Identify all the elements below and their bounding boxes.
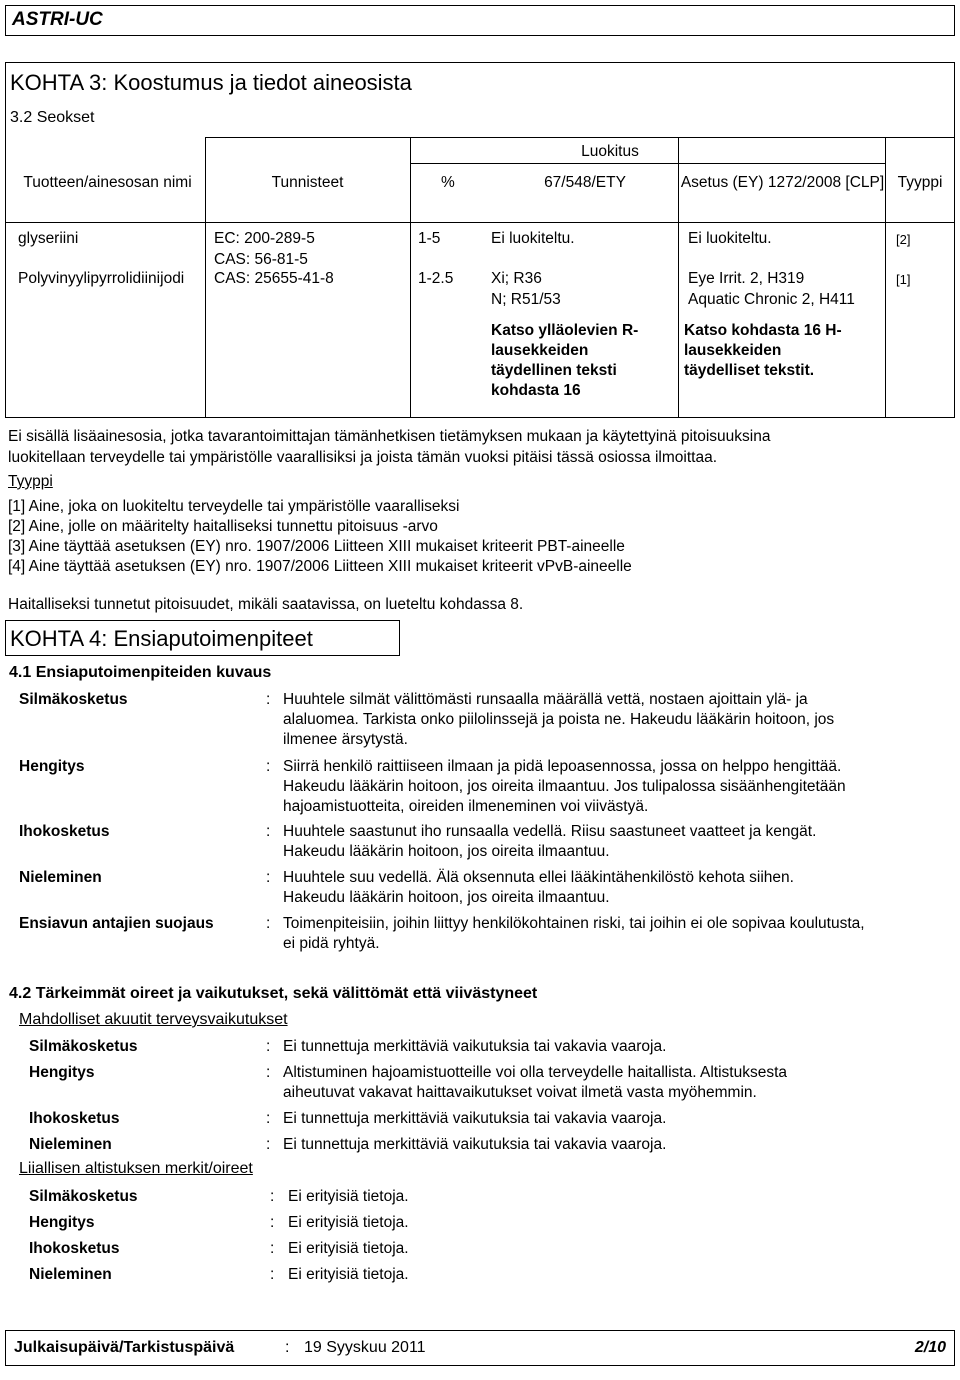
dsd-note-line: täydellinen teksti (491, 362, 617, 379)
first-aid-text: Huuhtele silmät välittömästi runsaalla määrällä vettä, nostaen ajoittain ylä- ja (283, 691, 808, 708)
acute-effect-colon: : (266, 1064, 271, 1081)
first-aid-colon: : (266, 758, 271, 775)
section3-title: KOHTA 3: Koostumus ja tiedot aineosista (10, 70, 412, 95)
row1-name: glyseriini (18, 230, 79, 247)
page-number: 2/10 (914, 1339, 946, 1356)
table-col-rule (410, 137, 411, 418)
first-aid-colon: : (266, 915, 271, 932)
first-aid-colon: : (266, 823, 271, 840)
notes-line: Ei sisällä lisäainesosia, jotka tavarantoimittajan tämänhetkisen tietämyksen mukaan ja käytettyinä pitoisuuksina (8, 428, 771, 445)
header-identifiers: Tunnisteet (271, 174, 344, 191)
classification-group-header (410, 141, 960, 162)
acute-effect-text: Ei tunnettuja merkittäviä vaikutuksia tai vakavia vaaroja. (283, 1136, 667, 1153)
acute-effect-text: Ei tunnettuja merkittäviä vaikutuksia tai vakavia vaaroja. (283, 1038, 667, 1055)
first-aid-label: Nieleminen (19, 869, 102, 886)
overexposure-label: Ihokosketus (29, 1240, 120, 1257)
clp-note-line: täydelliset tekstit. (684, 362, 815, 379)
first-aid-label: Ihokosketus (19, 823, 110, 840)
row2-clp2: Aquatic Chronic 2, H411 (688, 291, 855, 308)
overexposure-text: Ei erityisiä tietoja. (288, 1214, 409, 1231)
header-dsd: 67/548/ETY (544, 174, 626, 191)
overexposure-heading: Liiallisen altistuksen merkit/oireet (19, 1160, 253, 1177)
clp-note-line: lausekkeiden (684, 342, 782, 359)
overexposure-colon: : (270, 1214, 275, 1231)
overexposure-text: Ei erityisiä tietoja. (288, 1266, 409, 1283)
first-aid-label: Ensiavun antajien suojaus (19, 915, 214, 932)
first-aid-text: Hakeudu lääkärin hoitoon, jos oireita ilmaantuu. (283, 889, 610, 906)
first-aid-text: Huuhtele suu vedellä. Älä oksennuta ellei lääkintähenkilöstö kehota siihen. (283, 869, 794, 886)
document-header (5, 5, 955, 36)
table-col-rule (678, 137, 679, 418)
acute-effect-label: Ihokosketus (29, 1110, 120, 1127)
section3-subheading: 3.2 Seokset (10, 109, 95, 126)
dsd-note-line: kohdasta 16 (491, 382, 581, 399)
overexposure-colon: : (270, 1266, 275, 1283)
first-aid-text: Hakeudu lääkärin hoitoon, jos oireita ilmaantuu. Jos tulipalossa sisäänhengitetään (283, 778, 846, 795)
overexposure-colon: : (270, 1240, 275, 1257)
row1-type: [2] (896, 232, 911, 247)
row1-percent: 1-5 (418, 230, 441, 247)
first-aid-text: alaluomea. Tarkista onko piilolinssejä ja poista ne. Hakeudu lääkärin hoitoon, jos (283, 711, 835, 728)
document-footer (5, 1330, 955, 1366)
footer-colon: : (285, 1339, 290, 1356)
first-aid-text: Toimenpiteisiin, joihin liittyy henkilökohtainen riski, tai joihin ei ole sopivaa koulutusta, (283, 915, 865, 932)
row2-dsd1: Xi; R36 (491, 270, 542, 287)
first-aid-text: Hakeudu lääkärin hoitoon, jos oireita ilmaantuu. (283, 843, 610, 860)
section4-2-heading: 4.2 Tärkeimmät oireet ja vaikutukset, sekä välittömät että viivästyneet (9, 985, 538, 1002)
header-clp: Asetus (EY) 1272/2008 [CLP] (680, 174, 885, 191)
header-name: Tuotteen/ainesosan nimi (23, 174, 192, 191)
first-aid-text: ei pidä ryhtyä. (283, 935, 380, 952)
row1-dsd: Ei luokiteltu. (491, 230, 575, 247)
dsd-note-line: lausekkeiden (491, 342, 589, 359)
exposure-note: Haitalliseksi tunnetut pitoisuudet, mikäli saatavissa, on lueteltu kohdassa 8. (8, 596, 524, 613)
acute-effect-colon: : (266, 1136, 271, 1153)
acute-effect-text: Altistuminen hajoamistuotteille voi olla terveydelle haitallista. Altistuksesta (283, 1064, 787, 1081)
acute-effect-label: Nieleminen (29, 1136, 112, 1153)
footer-label: Julkaisupäivä/Tarkistuspäivä (14, 1339, 235, 1356)
luokitus-rule (410, 163, 885, 164)
dsd-note-line: Katso ylläolevien R- (491, 322, 639, 339)
row1-id2: CAS: 56-81-5 (214, 251, 308, 268)
overexposure-label: Nieleminen (29, 1266, 112, 1283)
overexposure-colon: : (270, 1188, 275, 1205)
row2-dsd2: N; R51/53 (491, 291, 561, 308)
footer-date: 19 Syyskuu 2011 (304, 1339, 426, 1356)
classification-label: Luokitus (581, 143, 639, 160)
row1-clp: Ei luokiteltu. (688, 230, 772, 247)
header-percent: % (441, 174, 455, 191)
first-aid-colon: : (266, 869, 271, 886)
row2-percent: 1-2.5 (418, 270, 454, 287)
type-definition: [3] Aine täyttää asetuksen (EY) nro. 1907/2006 Liitteen XIII mukaiset kriteerit PBT-aineelle (8, 538, 625, 555)
row2-clp1: Eye Irrit. 2, H319 (688, 270, 805, 287)
first-aid-text: hajoamistuotteita, oireiden ilmeneminen voi viivästyä. (283, 798, 649, 815)
header-type: Tyyppi (897, 174, 943, 191)
acute-effect-text: Ei tunnettuja merkittäviä vaikutuksia tai vakavia vaaroja. (283, 1110, 667, 1127)
first-aid-text: Siirrä henkilö raittiiseen ilmaan ja pidä lepoasennossa, jossa on helppo hengittää. (283, 758, 842, 775)
first-aid-colon: : (266, 691, 271, 708)
first-aid-text: Huuhtele saastunut iho runsaalla vedellä. Riisu saastuneet vaatteet ja kengät. (283, 823, 817, 840)
table-header-rule (5, 222, 955, 223)
row1-id1: EC: 200-289-5 (214, 230, 315, 247)
section4-1-heading: 4.1 Ensiaputoimenpiteiden kuvaus (9, 664, 272, 681)
table-col-rule (205, 137, 206, 418)
overexposure-label: Silmäkosketus (29, 1188, 138, 1205)
overexposure-label: Hengitys (29, 1214, 95, 1231)
type-definition: [2] Aine, jolle on määritelty haitalliseksi tunnettu pitoisuus -arvo (8, 518, 438, 535)
first-aid-label: Silmäkosketus (19, 691, 128, 708)
acute-effects-heading: Mahdolliset akuutit terveysvaikutukset (19, 1011, 288, 1028)
product-name: ASTRI-UC (12, 9, 103, 30)
table-top-rule (205, 137, 955, 138)
acute-effect-text: aiheutuvat vakavat haittavaikutukset voivat ilmetä vasta myöhemmin. (283, 1084, 757, 1101)
first-aid-label: Hengitys (19, 758, 85, 775)
type-definition: [4] Aine täyttää asetuksen (EY) nro. 1907/2006 Liitteen XIII mukaiset kriteerit vPvB-aineelle (8, 558, 632, 575)
overexposure-text: Ei erityisiä tietoja. (288, 1240, 409, 1257)
clp-note-line: Katso kohdasta 16 H- (684, 322, 842, 339)
section4-title: KOHTA 4: Ensiaputoimenpiteet (10, 626, 313, 651)
type-definition: [1] Aine, joka on luokiteltu terveydelle tai ympäristölle vaaralliseksi (8, 498, 460, 515)
overexposure-text: Ei erityisiä tietoja. (288, 1188, 409, 1205)
acute-effect-label: Hengitys (29, 1064, 95, 1081)
type-heading: Tyyppi (8, 473, 53, 490)
acute-effect-colon: : (266, 1110, 271, 1127)
row2-type: [1] (896, 272, 911, 287)
acute-effect-colon: : (266, 1038, 271, 1055)
acute-effect-label: Silmäkosketus (29, 1038, 138, 1055)
row2-id1: CAS: 25655-41-8 (214, 270, 334, 287)
notes-line: luokitellaan terveydelle tai ympäristölle vaarallisiksi ja joista tämän vuoksi pitäisi tässä osiossa ilmoittaa. (8, 449, 718, 466)
row2-name: Polyvinyylipyrrolidiinijodi (18, 270, 185, 287)
first-aid-text: ilmenee ärsytystä. (283, 731, 408, 748)
